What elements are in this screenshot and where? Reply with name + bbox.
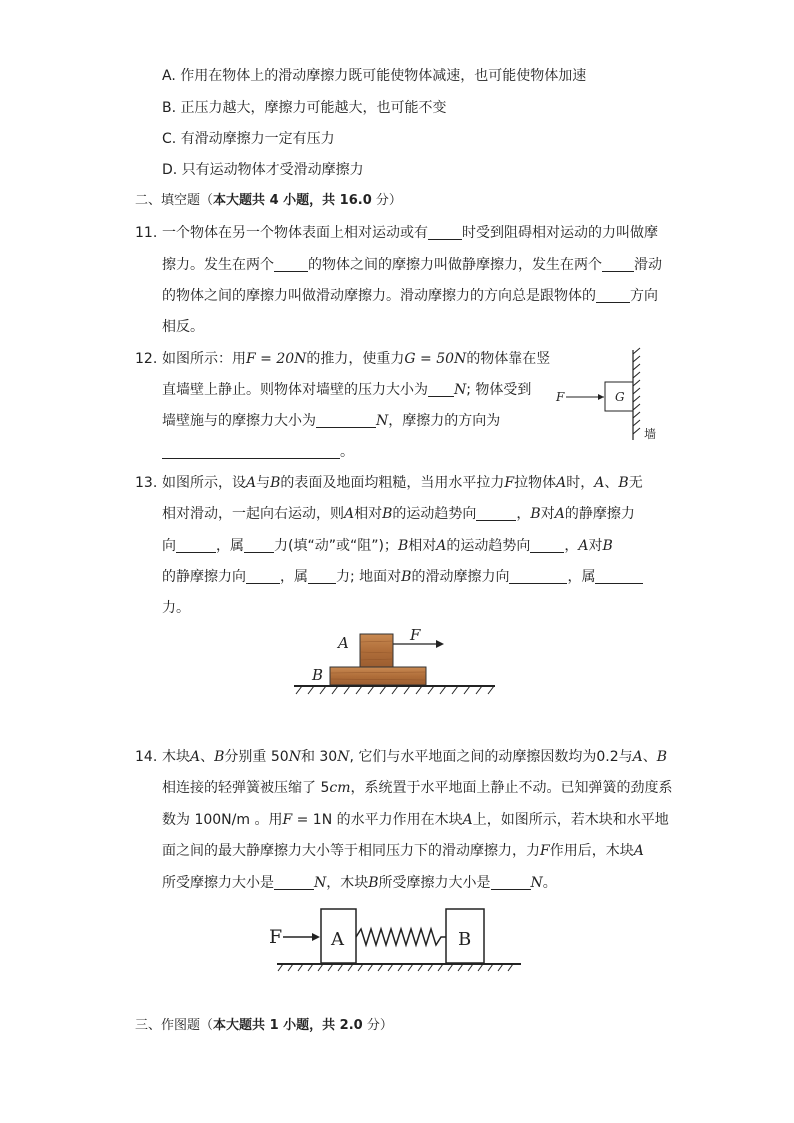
section-header-fill-blank: 二、填空题（本大题共 4 小题，共 16.0 分） (135, 193, 402, 208)
ground-hatching (278, 964, 513, 971)
wall-label: 墙 (644, 427, 657, 441)
answer-blank[interactable] (595, 569, 643, 584)
answer-blank[interactable] (530, 538, 564, 553)
block-b-label: B (312, 666, 324, 684)
question-number: 14. (135, 749, 158, 765)
answer-blank[interactable] (602, 257, 634, 272)
question-number: 13. (135, 475, 158, 491)
q13-line5: 力。 (162, 600, 190, 616)
q11-line4: 相反。 (162, 319, 204, 335)
q11-line3: 的物体之间的摩擦力叫做滑动摩擦力。滑动摩擦力的方向总是跟物体的 方向 (162, 288, 658, 304)
q12-line1: 如图所示：用F = 20N的推力，使重力G = 50N的物体靠在竖 (162, 351, 551, 367)
answer-blank[interactable] (244, 538, 274, 553)
block-a-label: A (331, 929, 344, 950)
force-label-f: F (269, 926, 283, 948)
option-c: C. 有滑动摩擦力一定有压力 (162, 131, 335, 147)
block-a-label: A (338, 634, 349, 652)
answer-blank[interactable] (308, 569, 336, 584)
q13-line2: 相对滑动，一起向右运动，则A相对B的运动趋势向 ，B对A的静摩擦力 (162, 506, 635, 522)
answer-blank[interactable] (274, 257, 308, 272)
ground-hatching (296, 686, 494, 694)
answer-blank[interactable] (274, 875, 314, 890)
answer-blank[interactable] (596, 288, 630, 303)
wall-hatching (633, 348, 640, 434)
q14-spring-figure (265, 905, 527, 977)
q13-blocks-figure (288, 622, 500, 696)
q14-line5: 所受摩擦力大小是 N，木块B所受摩擦力大小是 N。 (162, 875, 557, 891)
arrow-head (436, 640, 444, 648)
option-d: D. 只有运动物体才受滑动摩擦力 (162, 162, 364, 178)
q14-line4: 面之间的最大静摩擦力大小等于相同压力下的滑动摩擦力，力F作用后，木块A (162, 843, 644, 859)
option-b: B. 正压力越大，摩擦力可能越大，也可能不变 (162, 100, 447, 116)
q12-wall-figure (552, 346, 664, 446)
arrow-head (598, 394, 604, 400)
answer-blank[interactable] (476, 506, 516, 521)
spring (356, 929, 446, 945)
q12-line3: 墙壁施与的摩擦力大小为 N，摩擦力的方向为 (162, 413, 501, 429)
q14-line2: 相连接的轻弹簧被压缩了 5cm，系统置于水平地面上静止不动。已知弹簧的劲度系 (162, 780, 673, 796)
q11-line1: 一个物体在另一个物体表面上相对运动或有 时受到阻碍相对运动的力叫做摩 (162, 225, 658, 241)
q11-line2: 擦力。发生在两个 的物体之间的摩擦力叫做静摩擦力，发生在两个 滑动 (162, 257, 662, 273)
q12-line4: 。 (162, 442, 354, 462)
q14-line1: 木块A、B分别重 50N和 30N, 它们与水平地面之间的动摩擦因数均为0.2与A、B (162, 749, 668, 765)
answer-blank[interactable] (316, 413, 376, 428)
arrow-head (312, 933, 320, 941)
option-a: A. 作用在物体上的滑动摩擦力既可能使物体减速，也可能使物体加速 (162, 68, 587, 84)
section-header-drawing: 三、作图题（本大题共 1 小题，共 2.0 分） (135, 1018, 393, 1033)
answer-blank[interactable] (162, 444, 340, 459)
question-number: 11. (135, 225, 158, 241)
q14-line3: 数为 100N/m 。用F = 1N 的水平力作用在木块A上，如图所示，若木块和水平地 (162, 812, 669, 828)
force-label-f: F (556, 390, 565, 404)
answer-blank[interactable] (428, 225, 462, 240)
q12-line2: 直墙壁上静止。则物体对墙壁的压力大小为 N; 物体受到 (162, 382, 532, 398)
block-b (330, 667, 426, 685)
answer-blank[interactable] (428, 382, 454, 397)
force-label-f: F (410, 626, 421, 644)
q13-line1: 如图所示，设A与B的表面及地面均粗糙，当用水平拉力F拉物体A时，A、B无 (162, 475, 643, 491)
block-label-g: G (615, 390, 625, 404)
q13-line4: 的静摩擦力向 ，属 力; 地面对B的滑动摩擦力向 ，属 (162, 567, 643, 587)
block-b-label: B (458, 929, 472, 950)
answer-blank[interactable] (176, 538, 216, 553)
question-number: 12. (135, 351, 158, 367)
q13-line3: 向 ，属 力(填“动”或“阻”)；B相对A的运动趋势向 ，A对B (162, 538, 613, 554)
answer-blank[interactable] (246, 569, 280, 584)
answer-blank[interactable] (491, 875, 531, 890)
block-a (360, 634, 393, 667)
answer-blank[interactable] (509, 569, 567, 584)
